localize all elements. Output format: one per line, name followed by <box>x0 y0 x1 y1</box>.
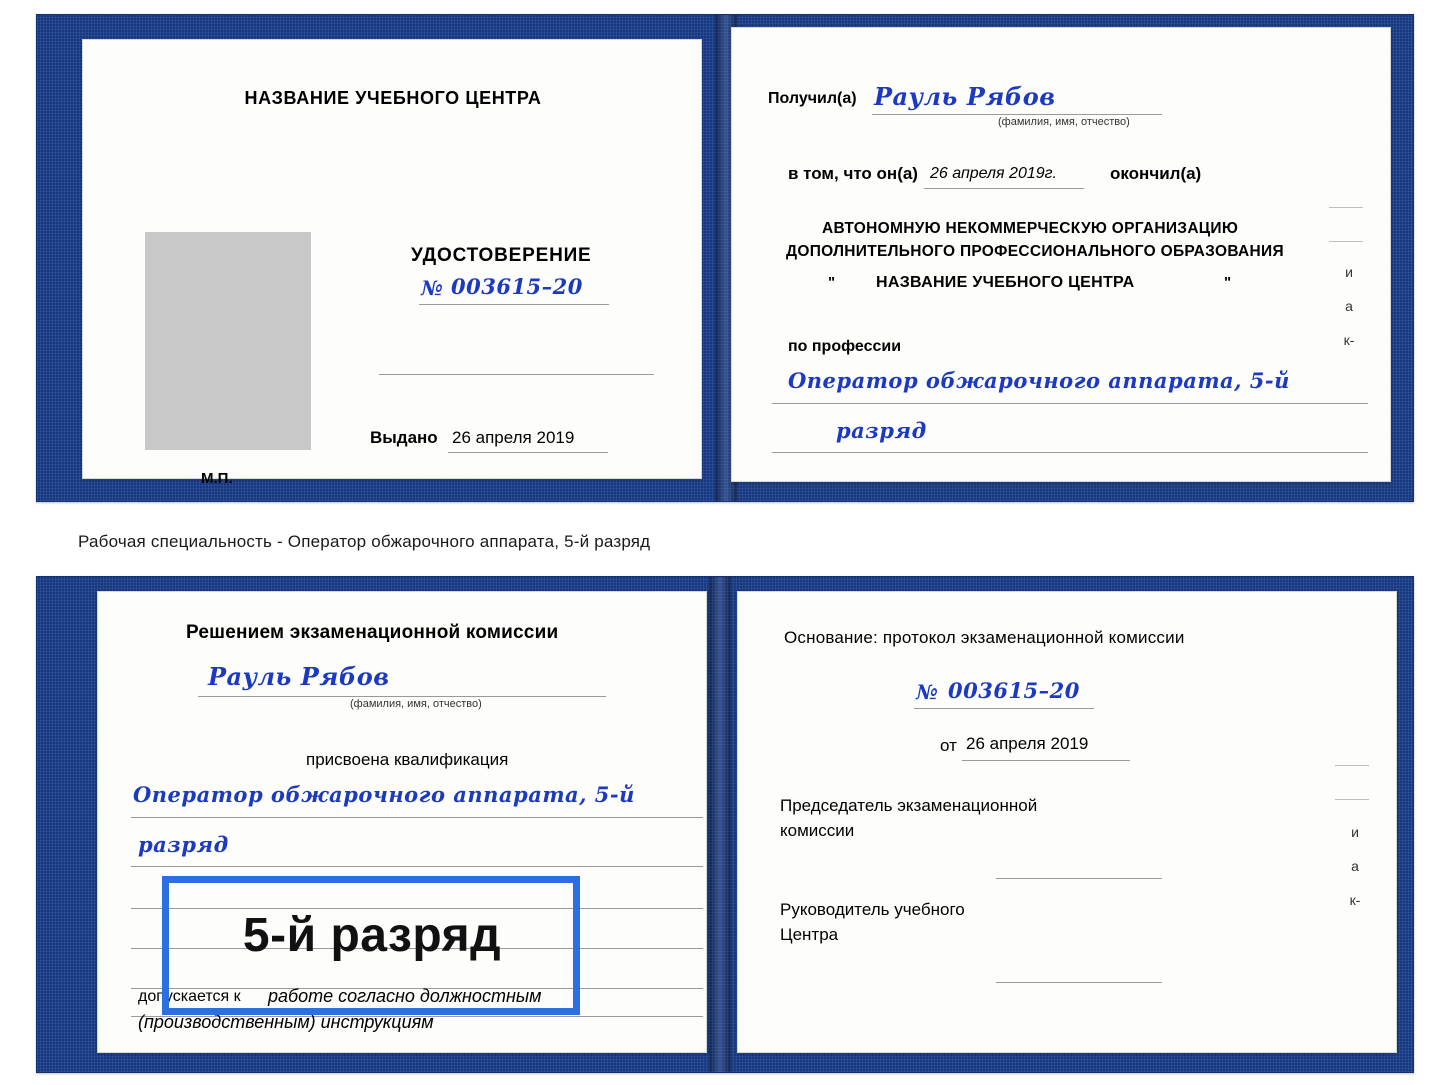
basis-label: Основание: протокол экзаменационной комиссии <box>784 628 1185 647</box>
issued-label: Выдано <box>370 428 438 447</box>
fio-hint-2: (фамилия, имя, отчество) <box>350 698 482 710</box>
edge-line-3 <box>1335 765 1369 766</box>
from-date-underline <box>962 760 1130 761</box>
received-name: Рауль Рябов <box>874 82 1056 111</box>
edge-char-4: и <box>1351 824 1359 840</box>
number-underline <box>419 304 609 305</box>
qualification-underline-2 <box>131 866 703 867</box>
edge-line-4 <box>1335 799 1369 800</box>
protocol-number-underline <box>914 708 1094 709</box>
finished-label: окончил(а) <box>1110 164 1202 183</box>
profession-line-2: разряд <box>836 418 927 443</box>
qualification-line-2: разряд <box>138 832 229 857</box>
profession-underline-2 <box>772 452 1368 453</box>
edge-line-2 <box>1329 241 1363 242</box>
profession-label: по профессии <box>788 338 902 355</box>
protocol-number: 003615–20 <box>948 678 1080 703</box>
photo-placeholder <box>145 232 311 450</box>
certificate-number: 003615–20 <box>451 274 583 299</box>
protocol-number-symbol: № <box>916 680 939 704</box>
certificate-page-front-right <box>731 27 1391 482</box>
head-line-2: Центра <box>780 925 839 944</box>
chairman-signature-line <box>996 878 1162 879</box>
received-label: Получил(а) <box>768 90 857 107</box>
training-center-name: НАЗВАНИЕ УЧЕБНОГО ЦЕНТРА <box>244 88 542 108</box>
finished-date: 26 апреля 2019г. <box>930 165 1057 182</box>
stamp-label: М.П. <box>201 470 233 487</box>
edge-char-1: и <box>1345 264 1353 280</box>
commission-heading: Решением экзаменационной комиссии <box>186 622 559 643</box>
fio-hint: (фамилия, имя, отчество) <box>998 116 1130 128</box>
chairman-line-2: комиссии <box>780 821 855 840</box>
organization-name: НАЗВАНИЕ УЧЕБНОГО ЦЕНТРА <box>876 274 1135 291</box>
allowed-label: допускается к <box>138 988 241 1005</box>
certificate-page-inside-right <box>737 591 1397 1053</box>
edge-char-3: к- <box>1343 332 1355 348</box>
certificate-booklet-top <box>36 14 1414 502</box>
qualification-underline-1 <box>131 817 703 818</box>
quote-open: " <box>828 274 836 291</box>
chairman-line-1: Председатель экзаменационной <box>780 796 1038 815</box>
organization-line-2: ДОПОЛНИТЕЛЬНОГО ПРОФЕССИОНАЛЬНОГО ОБРАЗОВАНИЯ <box>786 243 1284 260</box>
from-label: от <box>940 736 957 755</box>
edge-char-2: а <box>1345 298 1353 314</box>
finished-date-underline <box>924 188 1084 189</box>
page-caption: Рабочая специальность - Оператор обжарочного аппарата, 5-й разряд <box>78 532 651 551</box>
number-symbol: № <box>421 276 444 300</box>
quote-close: " <box>1224 274 1232 291</box>
qualification-label: присвоена квалификация <box>306 750 509 769</box>
graduate-name: Рауль Рябов <box>208 662 390 691</box>
qualification-line-1: Оператор обжарочного аппарата, 5-й <box>133 782 635 807</box>
allowed-line-2: (производственным) инструкциям <box>138 1012 434 1032</box>
blank-line-1 <box>379 374 654 375</box>
profession-line-1: Оператор обжарочного аппарата, 5-й <box>788 368 1290 393</box>
that-he-label: в том, что он(а) <box>788 164 918 183</box>
certificate-page-front-left <box>82 39 702 487</box>
head-signature-line <box>996 982 1162 983</box>
allowed-line-1: работе согласно должностным <box>268 986 542 1006</box>
head-line-1: Руководитель учебного <box>780 900 965 919</box>
edge-char-5: а <box>1351 858 1359 874</box>
document-title: УДОСТОВЕРЕНИЕ <box>411 245 592 266</box>
issued-date: 26 апреля 2019 <box>452 428 575 447</box>
profession-underline-1 <box>772 403 1368 404</box>
issued-date-underline <box>448 452 608 453</box>
booklet-spine-2 <box>709 577 731 1072</box>
from-date: 26 апреля 2019 <box>966 734 1089 753</box>
edge-char-6: к- <box>1349 892 1361 908</box>
name-underline <box>198 696 606 697</box>
received-name-underline <box>872 114 1162 115</box>
highlight-label: 5-й разряд <box>242 909 502 962</box>
organization-line-1: АВТОНОМНУЮ НЕКОММЕРЧЕСКУЮ ОРГАНИЗАЦИЮ <box>822 220 1239 237</box>
edge-line-1 <box>1329 207 1363 208</box>
